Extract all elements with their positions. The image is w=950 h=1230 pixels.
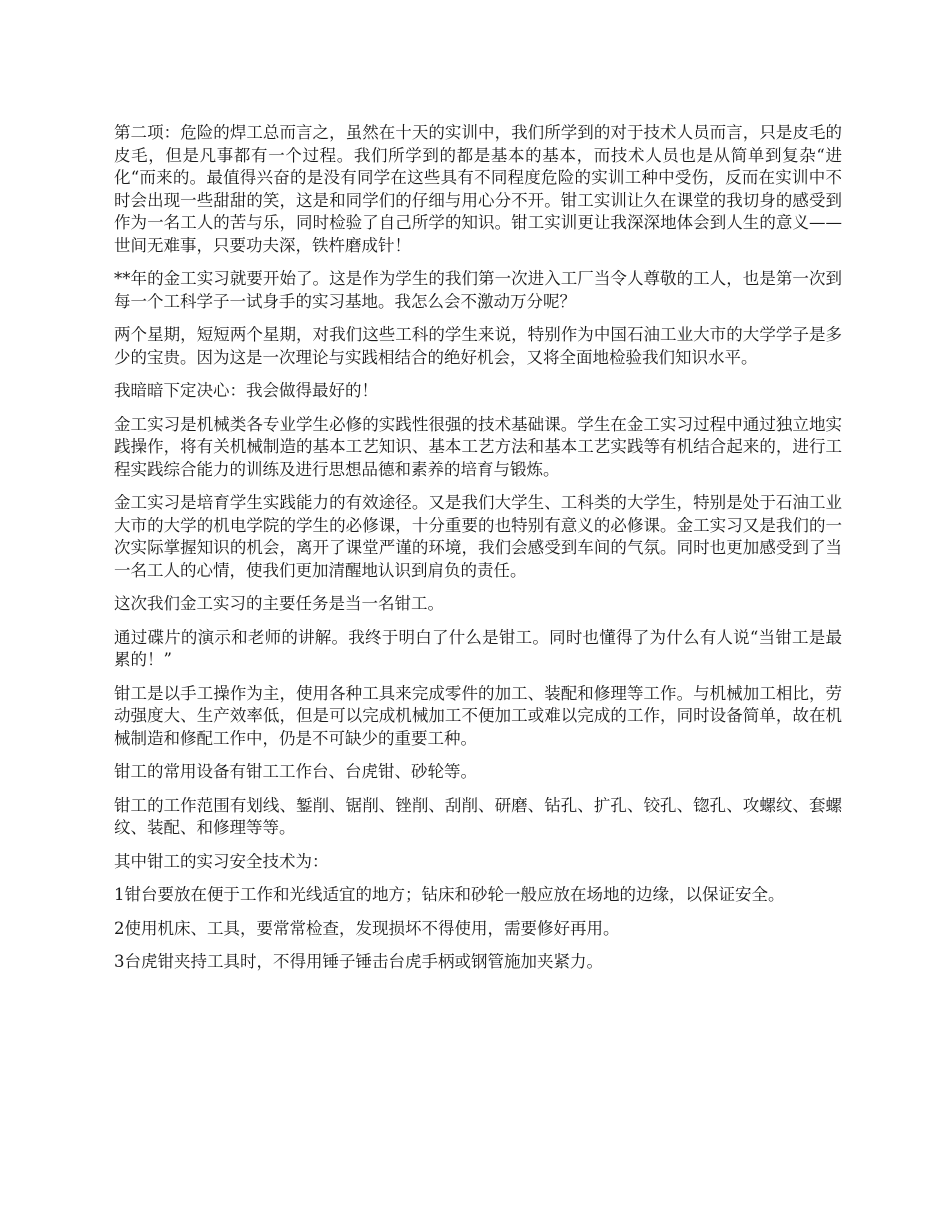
paragraph-main-task: 这次我们金工实习的主要任务是当一名钳工。 — [114, 594, 444, 613]
paragraph-video-lecture: 通过碟片的演示和老师的讲解。我终于明白了什么是钳工。同时也懂得了为什么有人说“当钳工是最累的！” — [114, 627, 842, 669]
paragraph-safety-intro: 其中钳工的实习安全技术为： — [114, 851, 329, 871]
paragraph-internship-start: **年的金工实习就要开始了。这是作为学生的我们第一次进入工厂当令人尊敬的工人，也是第一次到每一个工科学子一试身手的实习基地。我怎么会不激动万分呢？ — [114, 269, 842, 311]
paragraph-fitter-definition: 钳工是以手工操作为主，使用各种工具来完成零件的加工、装配和修理等工作。与机械加工相比，劳动强度大、生产效率低，但是可以完成机械加工不便加工或难以完成的工作，同时设备简单，故在机械制造和修配工作中，仍是不可缺少的重要工种。 — [114, 683, 842, 748]
document-body — [114, 122, 842, 985]
paragraph-resolution: 我暗暗下定决心：我会做得最好的！ — [114, 381, 378, 400]
paragraph-safety-rule-3: 3台虎钳夹持工具时，不得用锤子锤击台虎手柄或钢管施加夹紧力。 — [114, 952, 603, 971]
paragraph-safety-rule-1: 1钳台要放在便于工作和光线适宜的地方；钻床和砂轮一般应放在场地的边缘，以保证安全。 — [114, 885, 785, 904]
paragraph-work-scope: 钳工的工作范围有划线、錾削、锯削、锉削、刮削、研磨、钻孔、扩孔、铰孔、锪孔、攻螺纹、套螺纹、装配、和修理等等。 — [114, 795, 842, 837]
paragraph-course-importance: 金工实习是培育学生实践能力的有效途径。又是我们大学生、工科类的大学生，特别是处于石油工业大市的大学的机电学院的学生的必修课，十分重要的也特别有意义的必修课。金工实习又是我们的一次实际掌握知识的机会，离开了课堂严谨的环境，我们会感受到车间的气氛。同时也更加感受到了当一名工人的心情，使我们更加清醒地认识到肩负的责任。 — [114, 493, 842, 580]
paragraph-course-definition: 金工实习是机械类各专业学生必修的实践性很强的技术基础课。学生在金工实习过程中通过独立地实践操作，将有关机械制造的基本工艺知识、基本工艺方法和基本工艺实践等有机结合起来的，进行工程实践综合能力的训练及进行思想品德和素养的培育与锻炼。 — [114, 414, 842, 479]
paragraph-safety-rule-2: 2使用机床、工具，要常常检查，发现损坏不得使用，需要修好再用。 — [114, 918, 620, 938]
paragraph-welding-summary: 第二项：危险的焊工总而言之，虽然在十天的实训中，我们所学到的对于技术人员而言，只是皮毛的皮毛，但是凡事都有一个过程。我们所学到的都是基本的基本，而技术人员也是从简单到复杂“进化“而来的。最值得兴奋的是没有同学在这些具有不同程度危险的实训工种中受伤，反而在实训中不时会出现一些甜甜的笑，这是和同学们的仔细与用心分不开。钳工实训让久在课堂的我切身的感受到作为一名工人的苦与乐，同时检验了自己所学的知识。钳工实训更让我深深地体会到人生的意义——世间无难事，只要功夫深，铁杵磨成针！ — [114, 123, 842, 255]
paragraph-two-weeks: 两个星期，短短两个星期，对我们这些工科的学生来说，特别作为中国石油工业大市的大学学子是多少的宝贵。因为这是一次理论与实践相结合的绝好机会，又将全面地检验我们知识水平。 — [114, 325, 842, 367]
paragraph-common-equipment: 钳工的常用设备有钳工工作台、台虎钳、砂轮等。 — [114, 762, 477, 781]
